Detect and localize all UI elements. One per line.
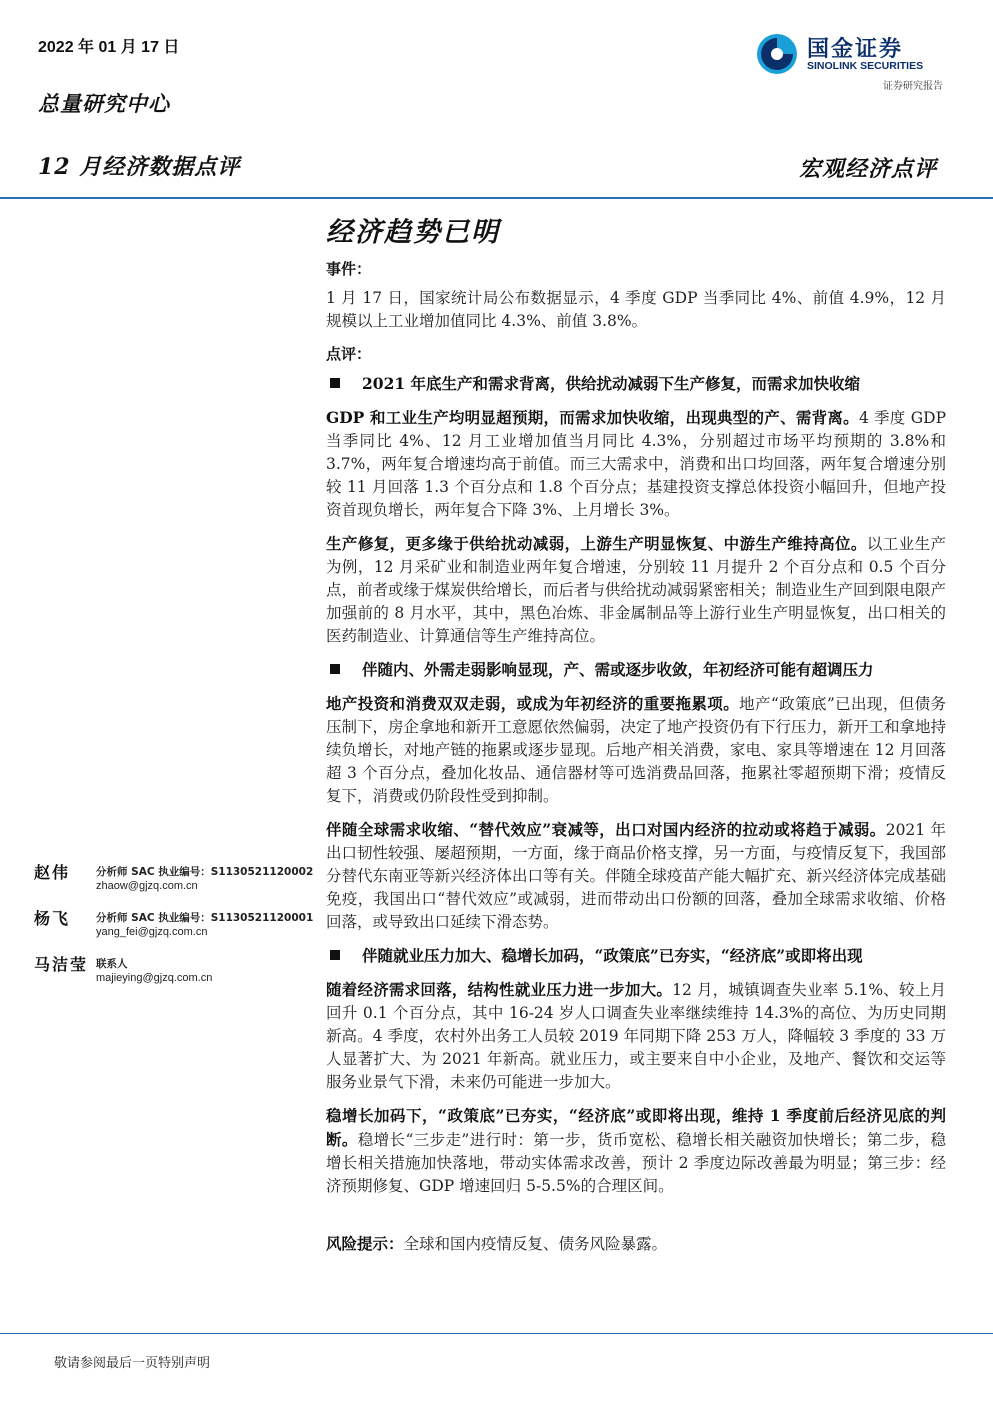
paragraph-text: 地产“政策底”已出现，但债务压制下，房企拿地和新开工意愿依然偏弱，决定了地产投资仍有下行压力，新开工和拿地持续负增长，对地产链的拖累或逐步显现。后地产相关消费，家电、家具等增速在 12 月回落超 3 个百分点，叠加化妆品、通信器材等可选消费品回落，拖累社零超预期下滑；疫情反复下，消费或仍阶段性受到抑制。: [326, 695, 947, 805]
paragraph-lead: 伴随全球需求收缩、“替代效应”衰减等，出口对国内经济的拉动或将趋于减弱。: [326, 820, 886, 839]
logo-name-en: SINOLINK SECURITIES: [807, 60, 924, 72]
paragraph: [326, 692, 946, 808]
paragraph: [326, 1104, 946, 1198]
bullet-square-icon: [330, 378, 340, 388]
series-title: 12 月经济数据点评: [38, 154, 241, 180]
paragraph-text: 以工业生产为例，12 月采矿业和制造业两年复合增速，分别较 11 月提升 2 个百分点和 0.5 个百分点，前者或缘于煤炭供给增长，而后者与供给扰动减弱紧密相关；制造业生产回到限电限产加强前的 8 月水平，其中，黑色冶炼、非金属制品等上游行业生产明显恢复，出口相关的医药制造业、计算通信等生产维持高位。: [326, 535, 947, 645]
department-name: 总量研究中心: [38, 91, 170, 116]
company-logo: [755, 30, 945, 94]
analyst-name: 赵伟: [34, 863, 71, 882]
paragraph-text: 2021 年出口韧性较强、屡超预期，一方面，缘于商品价格支撑，另一方面，与疫情反复下，我国部分替代东南亚等新兴经济体出口等有关。伴随全球疫苗产能大幅扩充、新兴经济体完成基础免疫，我国出口“替代效应”或减弱，进而带动出口份额的回落，叠加全球需求收缩、价格回落，或导致出口延续下滑态势。: [326, 821, 947, 931]
paragraph-lead: 稳增长加码下，“政策底”已夯实，“经济底”或即将出现，维持 1 季度前后经济见底的判断。: [326, 1106, 946, 1149]
section-heading-text: 伴随就业压力加大、稳增长加码，“政策底”已夯实，“经济底”或即将出现: [362, 946, 863, 965]
paragraph-text: 4 季度 GDP 当季同比 4%、12 月工业增加值当月同比 4.3%，分别超过市场平均预期的 3.8%和 3.7%，两年复合增速均高于前值。而三大需求中，消费和出口均回落，两年复合增速分别较 11 月回落 1.3 个百分点和 1.8 个百分点；基建投资支撑总体投资小幅回升，但地产投资首现负增长，两年复合下降 3%、上月增长 3%。: [326, 409, 946, 519]
paragraph-lead: GDP 和工业生产均明显超预期，而需求加快收缩，出现典型的产、需背离。: [326, 408, 859, 427]
paragraph: [326, 818, 946, 934]
section-heading: [326, 372, 946, 394]
section-heading: [326, 658, 946, 680]
paragraph-lead: 随着经济需求回落，结构性就业压力进一步加大。: [326, 980, 673, 999]
footer-disclaimer: 敬请参阅最后一页特别声明: [54, 1356, 211, 1371]
analyst-name: 杨飞: [34, 909, 71, 928]
risk-label: 风险提示：: [326, 1234, 404, 1253]
risk-text: 全球和国内疫情反复、债务风险暴露。: [403, 1235, 668, 1253]
event-label: 事件：: [326, 260, 372, 278]
analyst-name: 马洁莹: [34, 955, 89, 974]
footer-divider: [0, 1333, 993, 1334]
sinolink-logo-icon: [755, 32, 799, 76]
section-heading: [326, 944, 946, 966]
analyst-card: [34, 906, 314, 946]
analyst-email[interactable]: yang_fei@gjzq.com.cn: [96, 926, 208, 938]
paragraph-text: 稳增长“三步走”进行时：第一步，货币宽松、稳增长相关融资加快增长；第二步，稳增长相关措施加快落地，带动实体需求改善，预计 2 季度边际改善最为明显；第三步：经济预期修复、GDP 增速回归 5-5.5%的合理区间。: [326, 1131, 946, 1195]
analyst-card: [34, 860, 314, 900]
analyst-email[interactable]: majieying@gjzq.com.cn: [96, 972, 213, 984]
paragraph: [326, 978, 946, 1094]
analyst-card: [34, 952, 314, 992]
article-body: [326, 258, 946, 1254]
logo-subtitle: 证券研究报告: [883, 81, 943, 92]
bullet-square-icon: [330, 664, 340, 674]
paragraph-lead: 生产修复，更多缘于供给扰动减弱，上游生产明显恢复、中游生产维持高位。: [326, 534, 867, 553]
section-heading-text: 2021 年底生产和需求背离，供给扰动减弱下生产修复，而需求加快收缩: [362, 374, 861, 393]
risk-warning: [326, 1232, 946, 1254]
comment-label: 点评：: [326, 345, 372, 363]
report-type: 宏观经济点评: [798, 156, 937, 182]
bullet-square-icon: [330, 950, 340, 960]
paragraph-lead: 地产投资和消费双双走弱，或成为年初经济的重要拖累项。: [326, 694, 740, 713]
paragraph: [326, 532, 946, 648]
analyst-email[interactable]: zhaow@gjzq.com.cn: [96, 880, 198, 892]
analyst-cert: 联系人: [96, 958, 128, 970]
article-headline: 经济趋势已明: [326, 217, 500, 248]
analyst-cert: 分析师 SAC 执业编号：S1130521120001: [96, 912, 314, 924]
header-divider: [0, 197, 993, 199]
paragraph: [326, 406, 946, 522]
event-text: 1 月 17 日，国家统计局公布数据显示，4 季度 GDP 当季同比 4%、前值 4.9%，12 月规模以上工业增加值同比 4.3%、前值 3.8%。: [326, 289, 946, 330]
paragraph-text: 12 月，城镇调查失业率 5.1%、较上月回升 0.1 个百分点，其中 16-24 岁人口调查失业率继续维持 14.3%的高位、为历史同期新高。4 季度，农村外出务工人员较 2019 年同期下降 253 万人，降幅较 3 季度的 33 万人显著扩大、为 2021 年新高。就业压力，或主要来自中小企业，及地产、餐饮和交运等服务业景气下滑，未来仍可能进一步加大。: [326, 981, 946, 1091]
section-heading-text: 伴随内、外需走弱影响显现，产、需或逐步收敛，年初经济可能有超调压力: [362, 660, 874, 679]
analyst-cert: 分析师 SAC 执业编号：S1130521120002: [96, 866, 314, 878]
report-date: 2022 年 01 月 17 日: [38, 39, 180, 56]
logo-name-cn: 国金证券: [807, 37, 904, 62]
